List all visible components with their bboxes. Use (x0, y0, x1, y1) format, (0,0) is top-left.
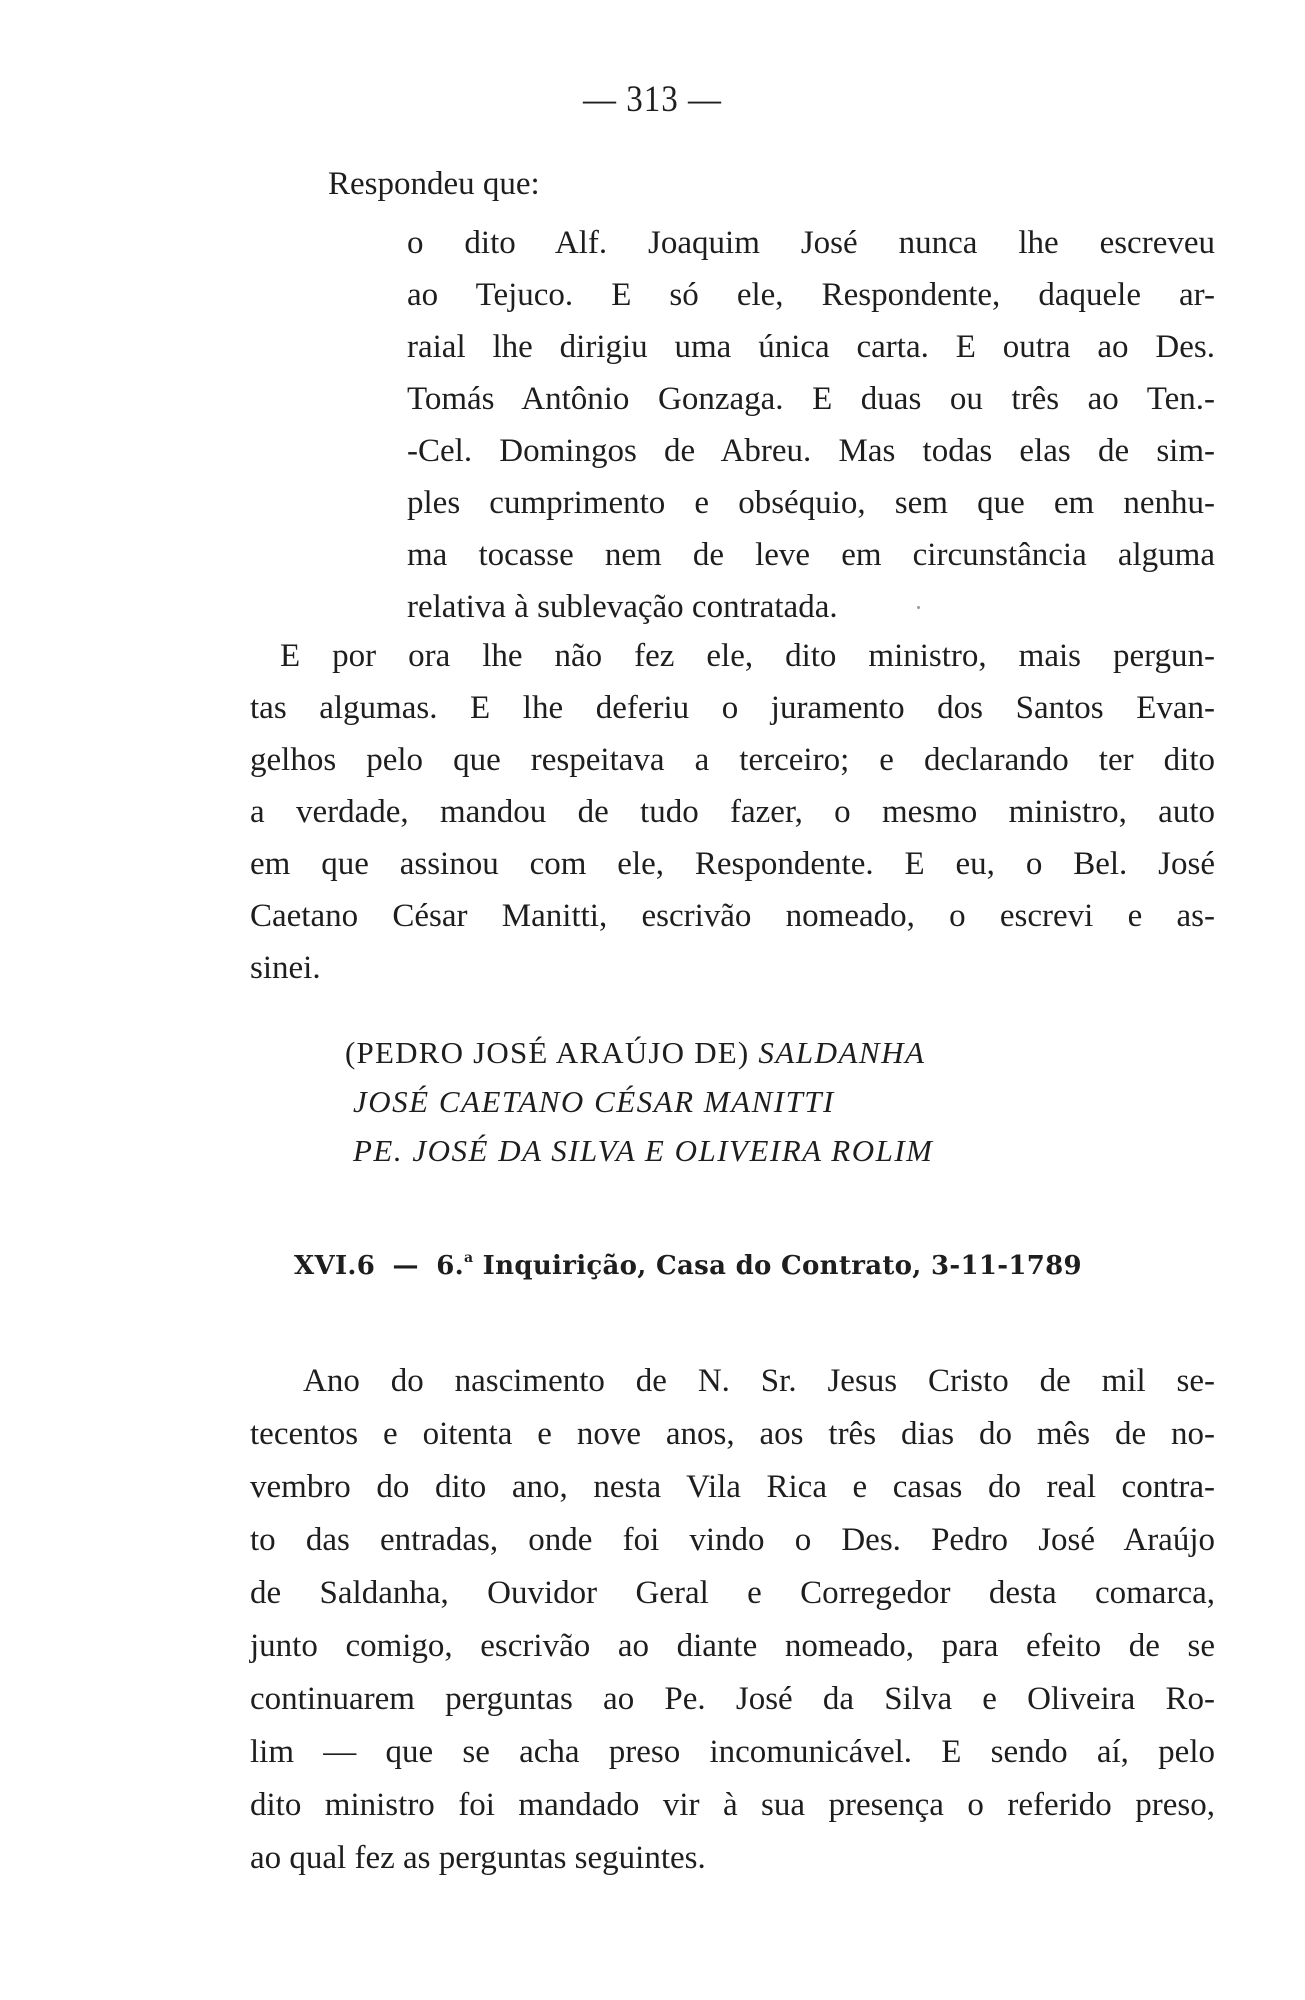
page-number: — 313 — (583, 79, 722, 121)
paragraph-line: de Saldanha, Ouvidor Geral e Corregedor desta comarca, (250, 1575, 1215, 1611)
quote-line: raial lhe dirigiu uma única carta. E outra ao Des. (407, 329, 1215, 365)
paragraph-line: em que assinou com ele, Respondente. E eu, o Bel. José (250, 846, 1215, 882)
quote-line: relativa à sublevação contratada. (407, 589, 838, 625)
paragraph-line: E por ora lhe não fez ele, dito ministro, mais pergun- (280, 638, 1215, 674)
quote-line: o dito Alf. Joaquim José nunca lhe escreveu (407, 225, 1215, 261)
quote-line: ples cumprimento e obséquio, sem que em nenhu- (407, 485, 1215, 521)
paragraph-line: continuarem perguntas ao Pe. José da Silva e Oliveira Ro- (250, 1681, 1215, 1717)
paragraph-line: tas algumas. E lhe deferiu o juramento dos Santos Evan- (250, 690, 1215, 726)
paragraph-line: tecentos e oitenta e nove anos, aos três dias do mês de no- (250, 1416, 1215, 1452)
signature-manitti: JOSÉ CAETANO CÉSAR MANITTI (353, 1084, 835, 1119)
quote-line: ma tocasse nem de leve em circunstância alguma (407, 537, 1215, 573)
paragraph-line: a verdade, mandou de tudo fazer, o mesmo ministro, auto (250, 794, 1215, 830)
quote-line: -Cel. Domingos de Abreu. Mas todas elas de sim- (407, 433, 1215, 469)
signature-saldanha (345, 1033, 925, 1073)
section-title: Inquirição, Casa do Contrato, 3-11-1789 (482, 1251, 1082, 1281)
signature-saldanha-prefix: (PEDRO JOSÉ ARAÚJO DE) (345, 1035, 750, 1070)
paragraph-line: Ano do nascimento de N. Sr. Jesus Cristo de mil se- (303, 1363, 1215, 1399)
paragraph-line: ao qual fez as perguntas seguintes. (250, 1840, 706, 1876)
section-ordinal-suffix: a (463, 1250, 474, 1266)
paragraph-line: Caetano César Manitti, escrivão nomeado, o escrevi e as- (250, 898, 1215, 934)
paragraph-line: junto comigo, escrivão ao diante nomeado, para efeito de se (250, 1628, 1215, 1664)
signature-rolim: PE. JOSÉ DA SILVA E OLIVEIRA ROLIM (353, 1133, 934, 1168)
paragraph-line: gelhos pelo que respeitava a terceiro; e declarando ter dito (250, 742, 1215, 778)
quote-line: Tomás Antônio Gonzaga. E duas ou três ao Ten.- (407, 381, 1215, 417)
print-speck (917, 606, 920, 609)
section-number: XVI.6 (294, 1251, 376, 1281)
section-ordinal: 6. (436, 1251, 464, 1281)
paragraph-line: dito ministro foi mandado vir à sua presença o referido preso, (250, 1787, 1215, 1823)
section-heading (294, 1250, 1082, 1281)
intro-line: Respondeu que: (328, 166, 540, 202)
paragraph-line: to das entradas, onde foi vindo o Des. Pedro José Araújo (250, 1522, 1215, 1558)
paragraph-line: lim — que se acha preso incomunicável. E sendo aí, pelo (250, 1734, 1215, 1770)
paragraph-line: sinei. (250, 950, 321, 986)
paragraph-line: vembro do dito ano, nesta Vila Rica e casas do real contra- (250, 1469, 1215, 1505)
signature-saldanha-surname: SALDANHA (758, 1035, 926, 1070)
section-dash: — (392, 1251, 419, 1281)
quote-line: ao Tejuco. E só ele, Respondente, daquele ar- (407, 277, 1215, 313)
